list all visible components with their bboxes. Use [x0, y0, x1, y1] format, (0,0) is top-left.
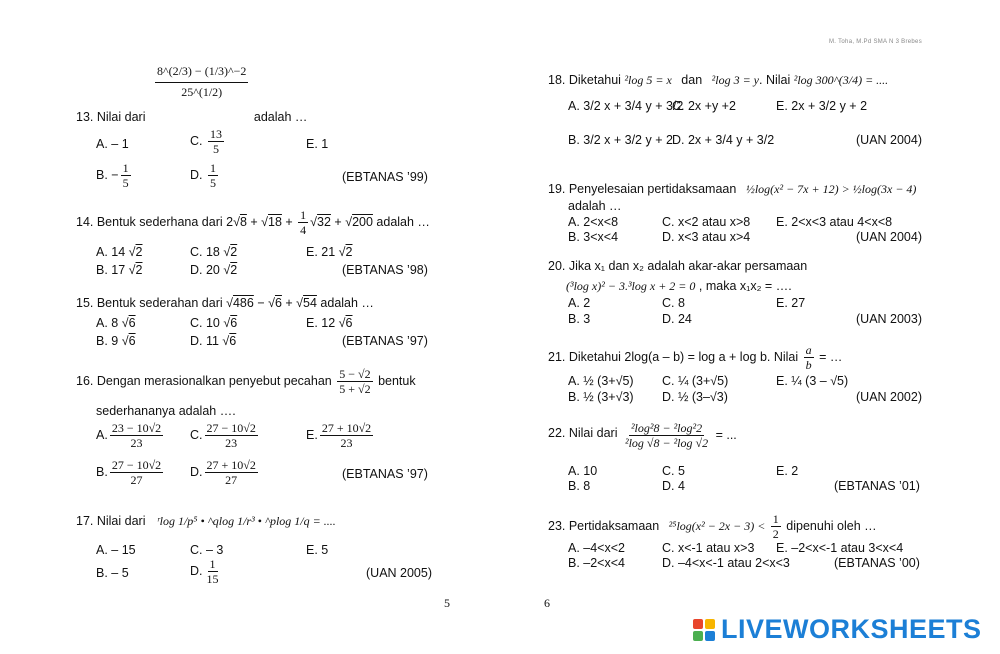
q22-source: (EBTANAS ’01)	[834, 479, 920, 493]
q15-option-d[interactable]: D. 11 √6	[190, 334, 237, 348]
q18-given2: ²log 3 = y	[711, 73, 759, 87]
question-16	[76, 367, 416, 396]
question-20: 20. Jika x₁ dan x₂ adalah akar-akar persamaan	[548, 259, 808, 273]
q15-option-b[interactable]: B. 9 √6	[96, 334, 136, 348]
question-22	[548, 421, 737, 450]
question-19	[548, 182, 916, 197]
q14-plus3: +	[330, 214, 346, 229]
q17-d-frac	[205, 557, 221, 586]
q22-f-num: ²log²8 − ²log²2	[630, 421, 703, 435]
q13-option-c[interactable]	[190, 127, 226, 156]
question-18	[548, 73, 888, 88]
q14-source: (EBTANAS ’98)	[342, 263, 428, 277]
q16-b-num: 27 − 10√2	[111, 458, 162, 472]
q21-frac	[804, 343, 814, 372]
q23-label: 23. Pertidaksamaan	[548, 518, 660, 533]
question-13	[76, 64, 308, 124]
q23-option-c[interactable]: C. x<-1 atau x>3	[662, 541, 755, 555]
q15-b-pre: B. 9	[96, 334, 119, 348]
q22-option-e[interactable]: E. 2	[776, 464, 799, 478]
q21-option-c[interactable]: C. ¼ (3+√5)	[662, 374, 729, 388]
q14-r2: 18	[268, 214, 282, 229]
q17-option-d[interactable]	[190, 557, 223, 586]
q19-label: 19. Penyelesaian pertidaksamaan	[548, 182, 737, 196]
q14-option-b[interactable]: B. 17 √2	[96, 263, 143, 277]
q14-c-pre: C. 18	[190, 245, 220, 259]
q17-source: (UAN 2005)	[366, 566, 432, 580]
q13-expr-den: 25^(1/2)	[181, 85, 223, 99]
q14-d-pre: D. 20	[190, 263, 220, 277]
q16-option-b[interactable]	[96, 458, 165, 487]
q14-e-r: 2	[345, 245, 353, 259]
q22-option-a[interactable]: A. 10	[568, 464, 598, 478]
q13-source: (EBTANAS ’99)	[342, 170, 428, 184]
q15-minus: −	[253, 296, 269, 310]
q19-option-b[interactable]: B. 3<x<4	[568, 230, 619, 244]
liveworksheets-logo[interactable]	[693, 614, 982, 645]
q18-option-a[interactable]: A. 3/2 x + 3/4 y + 3/2	[568, 99, 684, 113]
q15-e-r: 6	[345, 316, 353, 330]
q19-line2: adalah …	[568, 199, 622, 213]
q14-a-pre: A. 14	[96, 245, 126, 259]
q15-option-c[interactable]: C. 10 √6	[190, 316, 238, 330]
q14-option-d[interactable]: D. 20 √2	[190, 263, 238, 277]
q16-line2: sederhananya adalah ….	[96, 404, 236, 418]
logo-grid-icon	[693, 619, 715, 641]
q14-r4: 200	[352, 214, 373, 229]
q13-tail: adalah …	[253, 109, 308, 124]
q14-frac	[298, 208, 308, 237]
q16-b-pre: B.	[96, 464, 108, 479]
q21-option-b[interactable]: B. ½ (3+√3)	[568, 390, 634, 404]
q14-r1: 8	[239, 214, 247, 229]
q15-a-r: 6	[128, 316, 136, 330]
q23-tail: dipenuhi oleh …	[786, 518, 877, 533]
q13-c-den: 5	[212, 142, 219, 156]
q14-f-num: 1	[300, 208, 307, 222]
q20-option-c[interactable]: C. 8	[662, 296, 685, 310]
q16-option-e[interactable]	[306, 421, 375, 450]
q23-f-den: 2	[772, 527, 779, 541]
q21-option-e[interactable]: E. ¼ (3 – √5)	[776, 374, 849, 388]
q15-option-a[interactable]: A. 8 √6	[96, 316, 136, 330]
q16-label: 16. Dengan merasionalkan penyebut pecahan	[76, 373, 332, 388]
q14-label: 14. Bentuk sederhana dari 2	[76, 214, 234, 229]
page-number-left: 5	[444, 596, 450, 610]
q15-r2: 6	[274, 296, 282, 310]
page-number-right: 6	[544, 596, 550, 610]
q15-d-r: 6	[229, 334, 237, 348]
logo-text: LIVEWORKSHEETS	[721, 614, 982, 644]
q17-label: 17. Nilai dari	[76, 514, 146, 528]
q16-e-pre: E.	[306, 427, 318, 442]
q16-d-den: 27	[225, 473, 238, 487]
q23-option-d[interactable]: D. –4<x<-1 atau 2<x<3	[662, 556, 790, 570]
q17-option-e[interactable]: E. 5	[306, 543, 329, 557]
q13-expression	[155, 64, 248, 99]
q13-option-a[interactable]: A. – 1	[96, 137, 129, 151]
q14-c-r: 2	[230, 245, 238, 259]
q16-source: (EBTANAS ’97)	[342, 467, 428, 481]
q13-c-pre: C.	[190, 133, 203, 148]
q15-tail: adalah …	[316, 296, 374, 310]
q15-label: 15. Bentuk sederahan dari	[76, 296, 227, 310]
q16-option-d[interactable]	[190, 458, 260, 487]
q16-tail: bentuk	[378, 373, 416, 388]
q21-label: 21. Diketahui 2log(a – b) = log a + log b. Nilai	[548, 349, 799, 364]
q13-b-num: 1	[122, 161, 129, 175]
q21-tail: = …	[819, 349, 843, 364]
q20-option-a[interactable]: A. 2	[568, 296, 591, 310]
q17-d-num: 1	[209, 557, 216, 571]
q22-frac	[623, 421, 710, 450]
q16-d-num: 27 + 10√2	[206, 458, 256, 472]
q18-dan: dan	[681, 73, 703, 87]
q16-option-c[interactable]	[190, 421, 260, 450]
q16-a-pre: A.	[96, 427, 108, 442]
q13-option-d[interactable]	[190, 161, 220, 190]
q17-option-a[interactable]: A. – 15	[96, 543, 136, 557]
q16-f-den: 5 + √2	[339, 382, 371, 396]
q14-option-a[interactable]: A. 14 √2	[96, 245, 143, 259]
q13-label: 13. Nilai dari	[76, 109, 146, 124]
q13-b-sign: −	[111, 167, 119, 182]
header-author: M. Toha, M.Pd SMA N 3 Brebes	[829, 39, 922, 45]
q20-source: (UAN 2003)	[856, 312, 922, 326]
q14-plus2: +	[281, 214, 297, 229]
q15-c-pre: C. 10	[190, 316, 220, 330]
q13-c-num: 13	[209, 127, 222, 141]
q15-c-r: 6	[230, 316, 238, 330]
q16-option-a[interactable]	[96, 421, 165, 450]
q14-b-r: 2	[135, 263, 143, 277]
q14-option-c[interactable]: C. 18 √2	[190, 245, 238, 259]
q13-c-frac	[208, 127, 224, 156]
q16-c-den: 23	[225, 436, 238, 450]
question-14: 14. Bentuk sederhana dari 2√8 + √18 + $\frac{1}{4}$ √32 + √200 adalah …	[76, 208, 430, 237]
q14-a-r: 2	[135, 245, 143, 259]
q21-f-num: a	[805, 343, 812, 357]
q16-d-pre: D.	[190, 464, 203, 479]
q21-source: (UAN 2002)	[856, 390, 922, 404]
q17-option-c[interactable]: C. – 3	[190, 543, 224, 557]
q22-option-d[interactable]: D. 4	[662, 479, 685, 493]
q23-option-e[interactable]: E. –2<x<-1 atau 3<x<4	[776, 541, 904, 555]
q15-r3: 54	[303, 296, 317, 310]
q17-d-den: 15	[206, 572, 219, 586]
q21-option-d[interactable]: D. ½ (3–√3)	[662, 390, 728, 404]
q16-b-den: 27	[130, 473, 143, 487]
q13-option-b[interactable]	[96, 161, 133, 190]
q15-b-r: 6	[128, 334, 136, 348]
q19-option-a[interactable]: A. 2<x<8	[568, 215, 619, 229]
q13-d-pre: D.	[190, 167, 203, 182]
q20-expression: (³log x)² − 3.³log x + 2 = 0	[566, 279, 696, 293]
q20-option-d[interactable]: D. 24	[662, 312, 692, 326]
q15-plus: +	[281, 296, 297, 310]
q14-e-pre: E. 21	[306, 245, 336, 259]
question-17	[76, 514, 336, 529]
q14-f-den: 4	[300, 223, 307, 237]
q17-expression: ʳlog 1/p⁵ • ^qlog 1/r³ • ^plog 1/q = ....	[156, 514, 336, 528]
question-15: 15. Bentuk sederahan dari √486 − √6 + √54 adalah …	[76, 296, 374, 310]
q13-expr-num: 8^(2/3) − (1/3)^−2	[155, 64, 248, 83]
q23-option-a[interactable]: A. –4<x<2	[568, 541, 625, 555]
q18-given1: ²log 5 = x	[624, 73, 672, 87]
question-23	[548, 512, 877, 541]
question-21	[548, 343, 842, 372]
q16-a-num: 23 − 10√2	[111, 421, 162, 435]
q22-option-c[interactable]: C. 5	[662, 464, 685, 478]
q23-option-b[interactable]: B. –2<x<4	[568, 556, 625, 570]
q21-f-den: b	[805, 358, 812, 372]
q18-option-c[interactable]: C. 2x +y +2	[672, 99, 736, 113]
q18-option-d[interactable]: D. 2x + 3/4 y + 3/2	[672, 133, 775, 147]
q17-option-b[interactable]: B. – 5	[96, 566, 129, 580]
q16-frac	[337, 367, 372, 396]
q20-option-b[interactable]: B. 3	[568, 312, 591, 326]
q20-tail: , maka x₁x₂ = ….	[698, 279, 792, 293]
q14-b-pre: B. 17	[96, 263, 126, 277]
q16-c-frac	[205, 421, 258, 450]
q14-option-e[interactable]: E. 21 √2	[306, 245, 353, 259]
q14-d-r: 2	[230, 263, 238, 277]
q14-plus1: +	[246, 214, 262, 229]
q21-option-a[interactable]: A. ½ (3+√5)	[568, 374, 634, 388]
q18-nilai: . Nilai	[759, 73, 791, 87]
q22-f-den: ²log √8 − ²log √2	[624, 436, 709, 450]
q16-c-pre: C.	[190, 427, 203, 442]
right-page	[500, 0, 1000, 654]
q18-option-b[interactable]: B. 3/2 x + 3/2 y + 2	[568, 133, 673, 147]
q16-a-frac	[110, 421, 163, 450]
q18-source: (UAN 2004)	[856, 133, 922, 147]
q16-f-num: 5 − √2	[339, 367, 371, 381]
q19-option-c[interactable]: C. x<2 atau x>8	[662, 215, 751, 229]
q23-f-num: 1	[772, 512, 779, 526]
q16-e-frac	[320, 421, 373, 450]
q13-b-pre: B.	[96, 167, 108, 182]
q22-option-b[interactable]: B. 8	[568, 479, 591, 493]
q18-given3: ²log 300^(3/4) = ....	[793, 73, 889, 87]
q22-tail: = ...	[715, 427, 737, 442]
q16-e-den: 23	[340, 436, 353, 450]
q13-d-num: 1	[209, 161, 216, 175]
q15-source: (EBTANAS ’97)	[342, 334, 428, 348]
q16-a-den: 23	[130, 436, 143, 450]
q18-option-e[interactable]: E. 2x + 3/2 y + 2	[776, 99, 868, 113]
q14-r3: 32	[317, 214, 331, 229]
q22-label: 22. Nilai dari	[548, 425, 618, 440]
q14-tail: adalah …	[372, 214, 430, 229]
q16-b-frac	[110, 458, 163, 487]
q19-option-d[interactable]: D. x<3 atau x>4	[662, 230, 751, 244]
q16-e-num: 27 + 10√2	[321, 421, 372, 435]
q15-d-pre: D. 11	[190, 334, 219, 348]
q19-source: (UAN 2004)	[856, 230, 922, 244]
q16-c-num: 27 − 10√2	[206, 421, 256, 435]
q19-option-e[interactable]: E. 2<x<3 atau 4<x<8	[776, 215, 893, 229]
q23-source: (EBTANAS ’00)	[834, 556, 920, 570]
q18-label: 18. Diketahui	[548, 73, 621, 87]
q13-b-den: 5	[122, 176, 129, 190]
q20-option-e[interactable]: E. 27	[776, 296, 806, 310]
q20-expression-line	[566, 279, 792, 294]
q16-d-frac	[205, 458, 258, 487]
q15-r1: 486	[232, 296, 254, 310]
q23-expression: ²⁵log(x² − 2x − 3) <	[668, 518, 766, 533]
q15-option-e[interactable]: E. 12 √6	[306, 316, 353, 330]
q13-d-den: 5	[209, 176, 216, 190]
q13-b-frac	[121, 161, 131, 190]
q13-d-frac	[208, 161, 218, 190]
q17-d-pre: D.	[190, 563, 203, 578]
q19-expression: ½log(x² − 7x + 12) > ½log(3x − 4)	[745, 182, 917, 196]
q15-a-pre: A. 8	[96, 316, 119, 330]
q13-option-e[interactable]: E. 1	[306, 137, 329, 151]
q15-e-pre: E. 12	[306, 316, 336, 330]
q23-frac	[771, 512, 781, 541]
